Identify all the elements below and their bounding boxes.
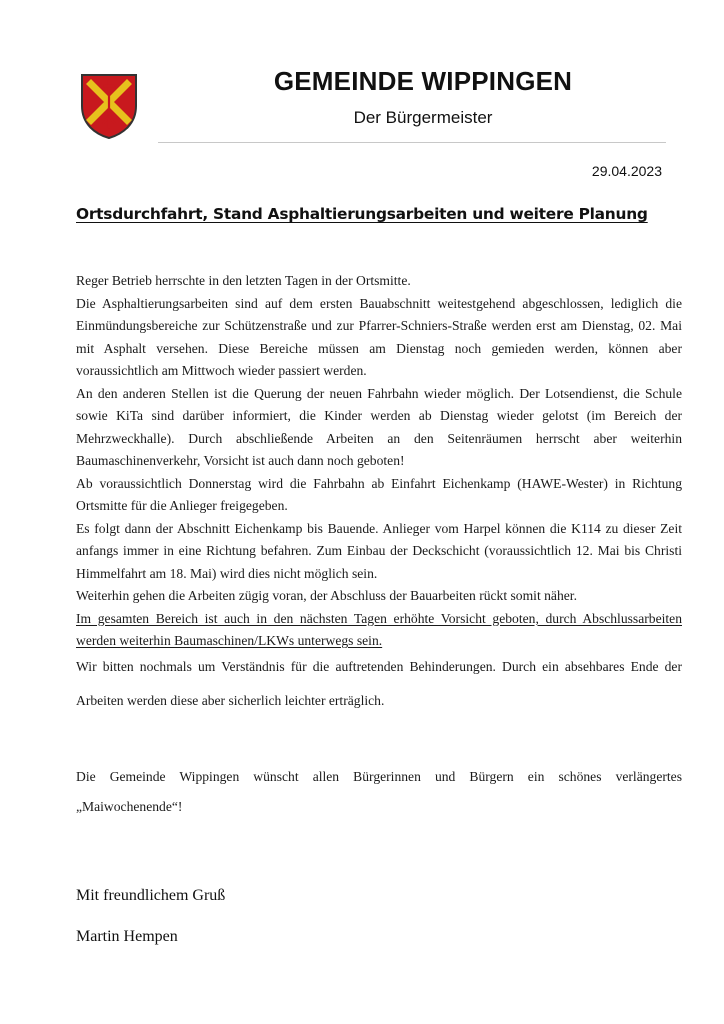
signer-name: Martin Hempen — [76, 928, 178, 945]
municipality-name: GEMEINDE WIPPINGEN — [273, 66, 573, 96]
holiday-greeting: Die Gemeinde Wippingen wünscht allen Bürgerinnen und Bürgern ein schönes verlängertes „Maiwochenende“! — [76, 768, 682, 814]
header-divider — [158, 142, 666, 143]
letter-headline: Ortsdurchfahrt, Stand Asphaltierungsarbeiten und weitere Planung — [76, 205, 648, 223]
body-paragraph: Wir bitten nochmals um Verständnis für die auftretenden Behinderungen. Durch ein absehbares Ende der Arbeiten werden diese aber sicherlich leichter erträglich. — [76, 658, 682, 708]
body-paragraph: An den anderen Stellen ist die Querung der neuen Fahrbahn wieder möglich. Der Lotsendienst, die Schule sowie KiTa sind darüber informiert, die Kinder werden ab Dienstag wieder gelotst (im Bereich der Mehrzweckhalle). Durch abschließende Arbeiten an den Seitenräumen herrscht aber weiterhin Baumaschinenverkehr, Vorsicht ist auch dann noch geboten! — [76, 385, 682, 468]
coat-of-arms-icon — [79, 72, 139, 140]
body-paragraph: Es folgt dann der Abschnitt Eichenkamp bis Bauende. Anlieger vom Harpel können die K114 zu dieser Zeit anfangs immer in eine Richtung befahren. Zum Einbau der Deckschicht (voraussichtlich 12. Mai bis Christi Himmelfahrt am 18. Mai) wird dies nicht möglich sein. — [76, 520, 682, 581]
body-paragraph: Ab voraussichtlich Donnerstag wird die Fahrbahn ab Einfahrt Eichenkamp (HAWE-Wester) in Richtung Ortsmitte für die Anlieger freigegeben. — [76, 475, 682, 513]
closing-salutation: Mit freundlichem Gruß — [76, 887, 226, 904]
body-paragraph: Weiterhin gehen die Arbeiten zügig voran, der Abschluss der Bauarbeiten rückt somit näher. — [76, 588, 577, 603]
body-paragraph: Die Asphaltierungsarbeiten sind auf dem ersten Bauabschnitt weitestgehend abgeschlossen, lediglich die Einmündungsbereiche zur Schützenstraße und zur Pfarrer-Schniers-Straße werden erst am Dienstag, 02. Mai mit Asphalt versehen. Diese Bereiche müssen am Dienstag noch gemieden werden, können aber voraussichtlich am Mittwoch wieder passiert werden. — [76, 295, 682, 378]
mayor-title: Der Bürgermeister — [353, 108, 493, 127]
caution-notice: Im gesamten Bereich ist auch in den nächsten Tagen erhöhte Vorsicht geboten, durch Abschlussarbeiten werden weiterhin Baumaschinen/LKWs unterwegs sein. — [76, 610, 682, 648]
letter-date: 29.04.2023 — [591, 163, 662, 179]
letter-body — [76, 270, 682, 822]
body-paragraph: Reger Betrieb herrschte in den letzten Tagen in der Ortsmitte. — [76, 273, 411, 288]
